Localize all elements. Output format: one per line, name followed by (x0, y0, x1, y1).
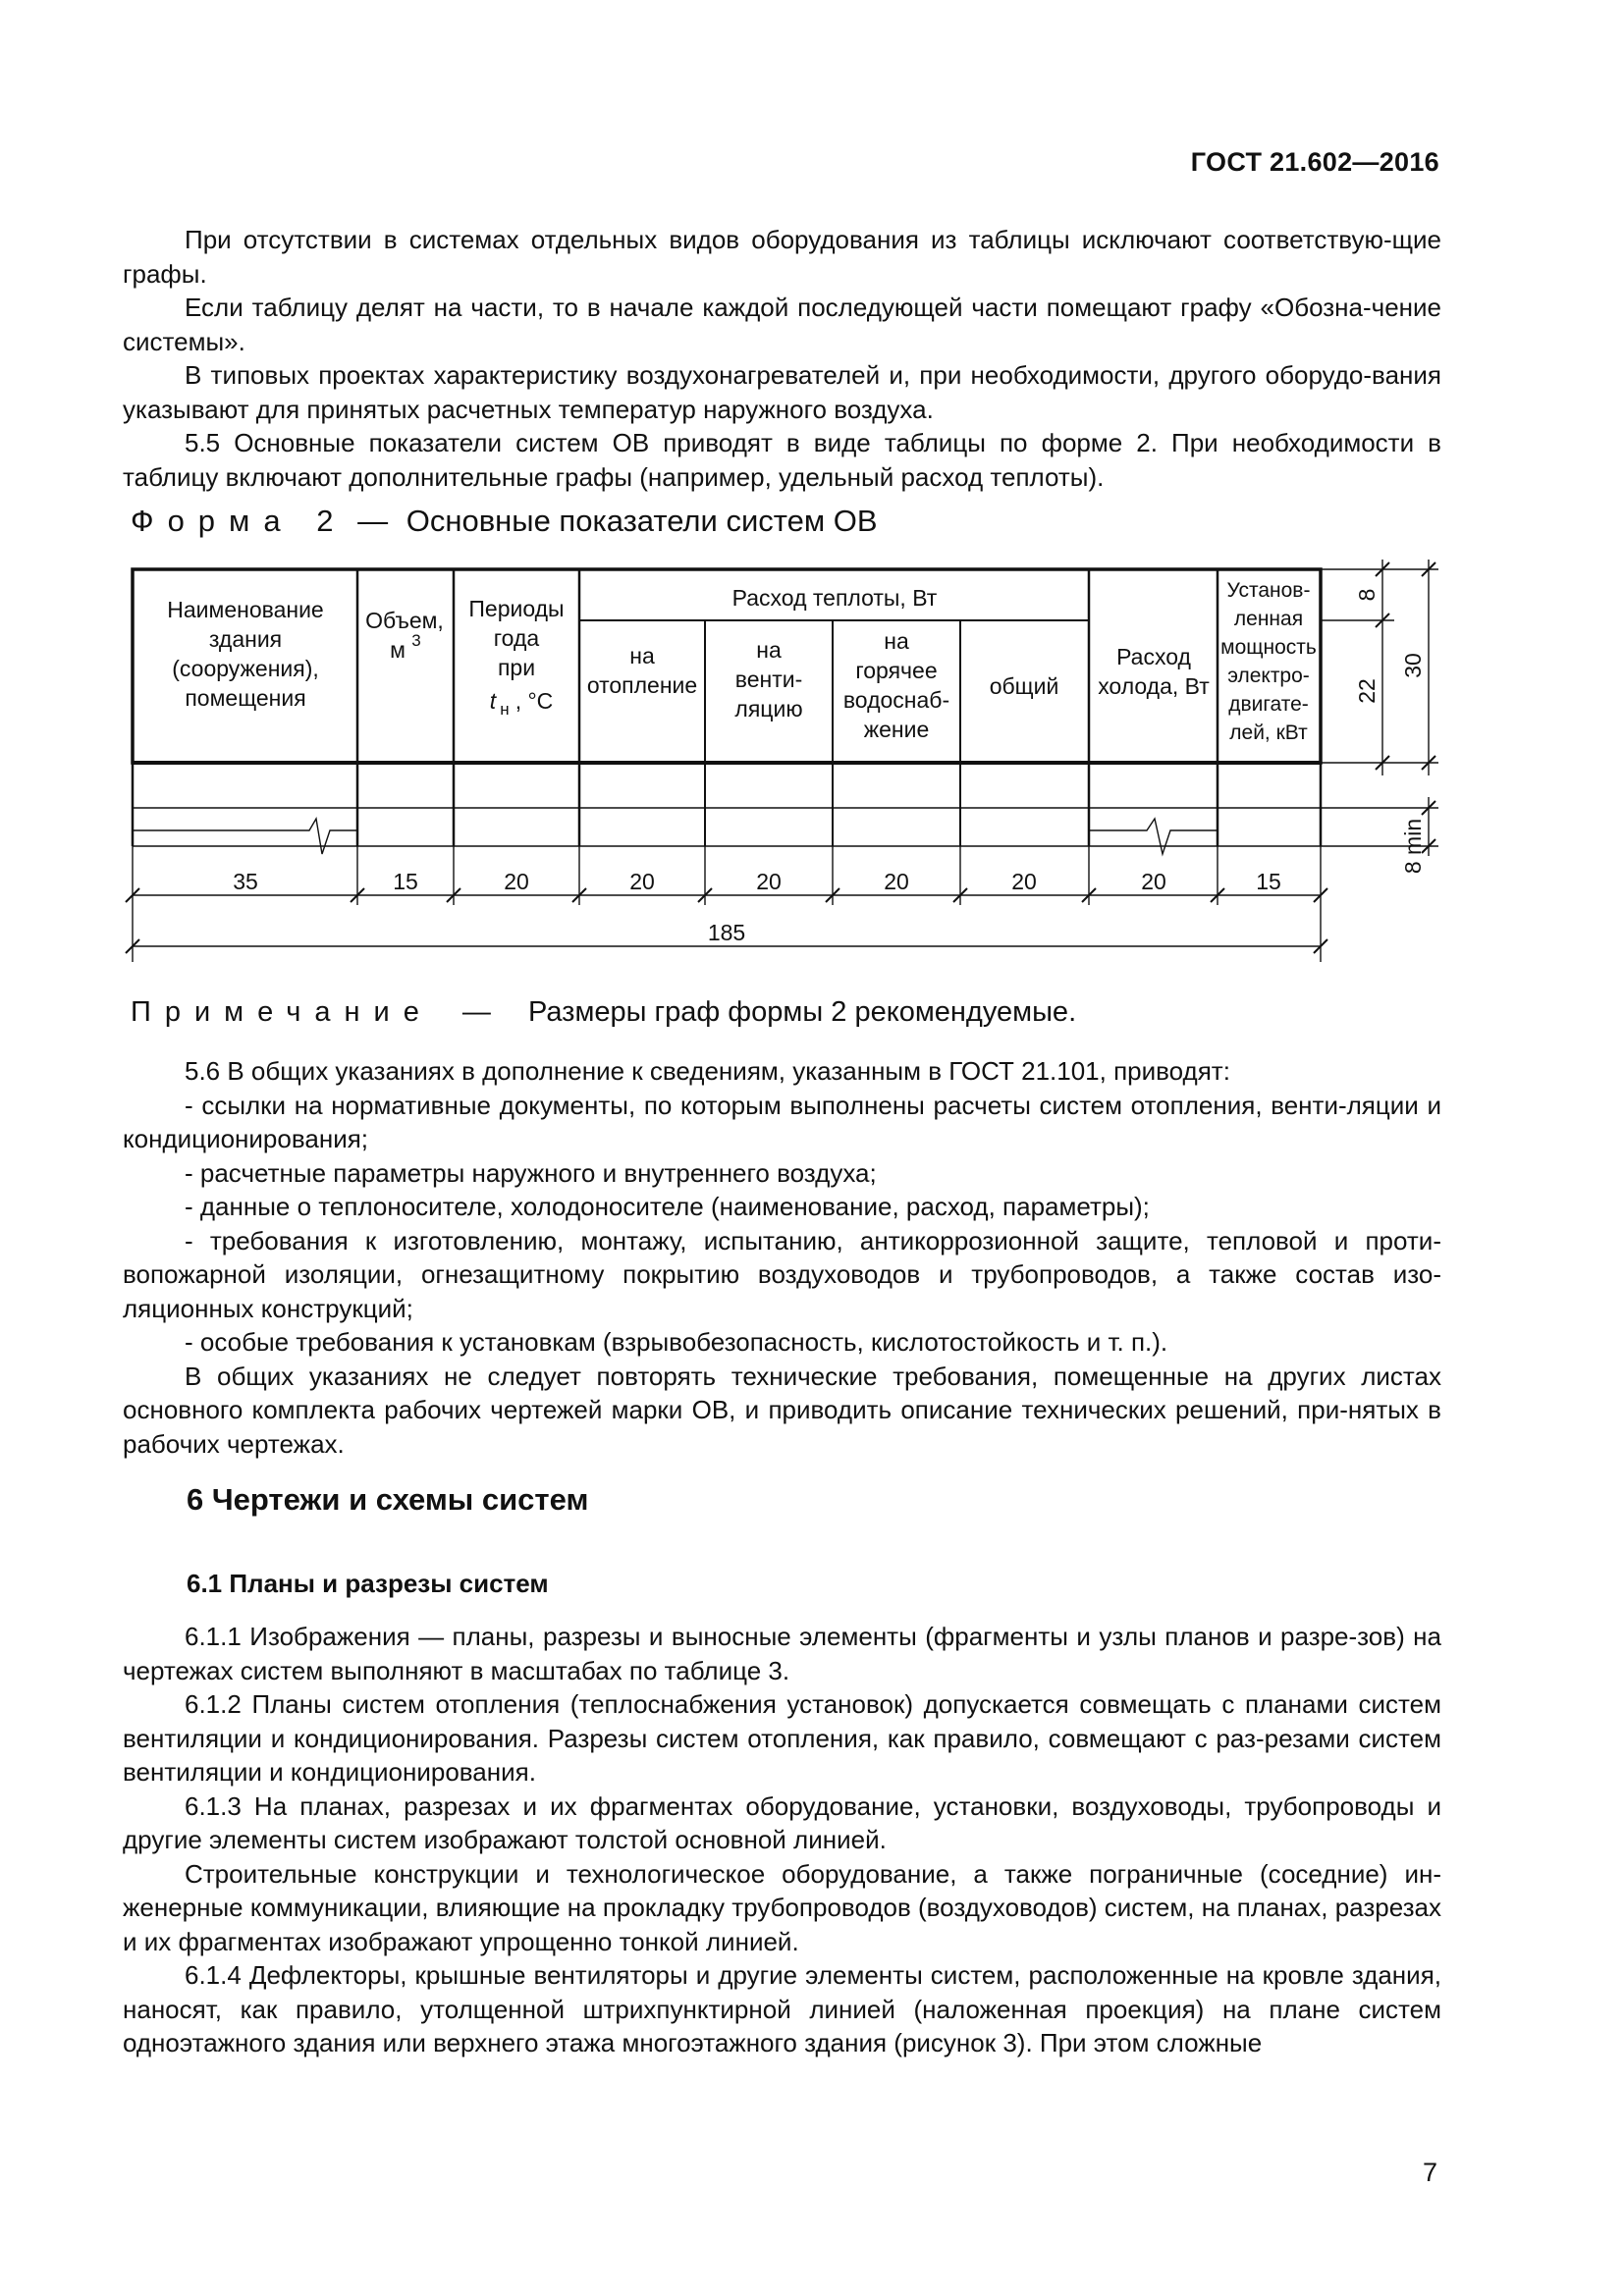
paragraph: В общих указаниях не следует повторять технические требования, помещенные на других листах основного комплекта рабочих чертежей марки ОВ, и приводить описание технических решений, при-нятых в рабочих чертежах. (123, 1361, 1441, 1459)
list-item: - требования к изготовлению, монтажу, испытанию, антикоррозионной защите, тепловой и проти-вопожарной изоляции, огнезащитному покрытию воздуховодов и трубопроводов, а также состав изо-ляционных конструкций; (123, 1225, 1441, 1323)
section-6-1-text (123, 1620, 1441, 2060)
col8-header: Расход (1116, 644, 1191, 669)
col6-header: жение (863, 717, 930, 742)
break-mark (1089, 819, 1218, 854)
col7-header: общий (989, 673, 1059, 699)
document-header: ГОСТ 21.602—2016 (1190, 147, 1439, 177)
note-label: Примечание (131, 996, 433, 1028)
page-number: 7 (1422, 2158, 1437, 2187)
col3-header: года (493, 625, 540, 651)
row-height-label: 8 min (1400, 818, 1426, 875)
paragraph: 5.5 Основные показатели систем ОВ приводят в виде таблицы по форме 2. При необходимости в таблицу включают дополнительные графы (например, удельный расход теплоты). (123, 428, 1441, 492)
col6-header: на (884, 628, 909, 654)
list-item: - данные о теплоносителе, холодоносителе (наименование, расход, параметры); (185, 1192, 1150, 1221)
form-label: Форма (131, 504, 295, 538)
paragraph: 6.1.3 На планах, разрезах и их фрагментах оборудование, установки, воздуховоды, трубопроводы и другие элементы систем изображают толстой основной линией. (123, 1790, 1441, 1854)
list-item: - расчетные параметры наружного и внутреннего воздуха; (185, 1157, 877, 1188)
total-width-label: 185 (707, 920, 746, 945)
paragraph: При отсутствии в системах отдельных видов оборудования из таблицы исключают соответствую-щие графы. (123, 225, 1441, 289)
section-heading: 6 Чертежи и схемы систем (187, 1482, 589, 1517)
paragraph: 5.6 В общих указаниях в дополнение к сведениям, указанным в ГОСТ 21.101, приводят: (185, 1056, 1230, 1086)
col9-header: лей, кВт (1229, 721, 1308, 744)
col5-header: на (756, 637, 782, 663)
row-height-label: 22 (1354, 678, 1380, 704)
col3-subscript: н (500, 700, 510, 719)
col6-header: водоснаб- (842, 687, 950, 713)
col4-header: отопление (586, 672, 698, 698)
col-width-label: 20 (1011, 869, 1037, 894)
paragraph: Если таблицу делят на части, то в начале каждой последующей части помещают графу «Обозна-чение системы». (123, 293, 1441, 356)
paragraph: Строительные конструкции и технологическое оборудование, а также пограничные (соседние) ин-женерные коммуникации, влияющие на прокладку трубопроводов (воздуховодов) систем, на планах, разрезах и их фрагментах изображают упрощенно тонкой линией. (123, 1858, 1441, 1956)
col6-header: горячее (855, 658, 938, 683)
col9-header: двигате- (1228, 693, 1309, 716)
col-width-label: 20 (884, 869, 909, 894)
col-width-label: 20 (504, 869, 529, 894)
group-header: Расход теплоты, Вт (731, 585, 938, 611)
col8-header: холода, Вт (1098, 673, 1210, 699)
col2-superscript: 3 (411, 631, 421, 650)
form-note (131, 996, 1076, 1029)
col9-header: электро- (1227, 665, 1310, 687)
col-width-label: 15 (393, 869, 418, 894)
col3-header: Периоды (468, 596, 565, 621)
col1-header: здания (208, 626, 283, 652)
col4-header: на (629, 643, 655, 668)
form-title-text: Основные показатели систем ОВ (406, 504, 878, 538)
col5-header: ляцию (734, 696, 803, 721)
col-width-label: 20 (1141, 869, 1166, 894)
paragraph: 6.1.1 Изображения — планы, разрезы и выносные элементы (фрагменты и узлы планов и разре-зов) на чертежах систем выполняют в масштабах по таблице 3. (123, 1622, 1441, 1685)
list-item: - ссылки на нормативные документы, по которым выполнены расчеты систем отопления, венти-ляции и кондиционирования; (123, 1090, 1441, 1153)
col2-header: м (390, 637, 406, 663)
col1-header: (сооружения), (172, 656, 319, 681)
col2-header: Объем, (365, 608, 444, 633)
col-width-label: 15 (1256, 869, 1281, 894)
row-height-label: 8 (1354, 588, 1380, 602)
col-width-label: 20 (756, 869, 782, 894)
form-dash: — (357, 504, 389, 538)
section-5-6 (123, 1054, 1441, 1461)
col9-header: Установ- (1226, 579, 1311, 602)
col3-header: при (497, 655, 536, 680)
note-text: Размеры граф формы 2 рекомендуемые. (527, 996, 1077, 1028)
col1-header: помещения (185, 685, 306, 711)
paragraph: 6.1.4 Дефлекторы, крышные вентиляторы и другие элементы систем, расположенные на кровле здания, наносят, как правило, утолщенной штрихпунктирной линией (наложенная проекция) на плане систем одноэтажного здания или верхнего этажа многоэтажного здания (рисунок 3). При этом сложные (123, 1960, 1441, 2057)
col5-header: венти- (734, 667, 803, 692)
col3-unit: , °С (514, 688, 554, 714)
col3-symbol: t (489, 688, 497, 714)
col9-header: ленная (1233, 608, 1304, 630)
subsection-heading: 6.1 Планы и разрезы систем (187, 1569, 549, 1598)
note-dash: — (461, 996, 491, 1028)
break-mark (133, 819, 357, 854)
col1-header: Наименование (167, 597, 324, 622)
paragraph: 6.1.2 Планы систем отопления (теплоснабжения установок) допускается совмещать с планами систем вентиляции и кондиционирования. Разрезы систем отопления, как правило, совмещают с раз-резами систем вентиляции и кондиционирования. (123, 1689, 1441, 1787)
form-table-drawing (0, 0, 1624, 991)
row-height-label: 30 (1400, 653, 1426, 678)
col9-header: мощность (1220, 636, 1317, 659)
form-number: 2 (316, 504, 334, 538)
col-width-label: 20 (629, 869, 655, 894)
paragraph: В типовых проектах характеристику воздухонагревателей и, при необходимости, другого оборудо-вания указывают для принятых расчетных температур наружного воздуха. (123, 360, 1441, 424)
col-width-label: 35 (233, 869, 258, 894)
list-item: - особые требования к установкам (взрывобезопасность, кислотостойкость и т. п.). (185, 1327, 1168, 1357)
